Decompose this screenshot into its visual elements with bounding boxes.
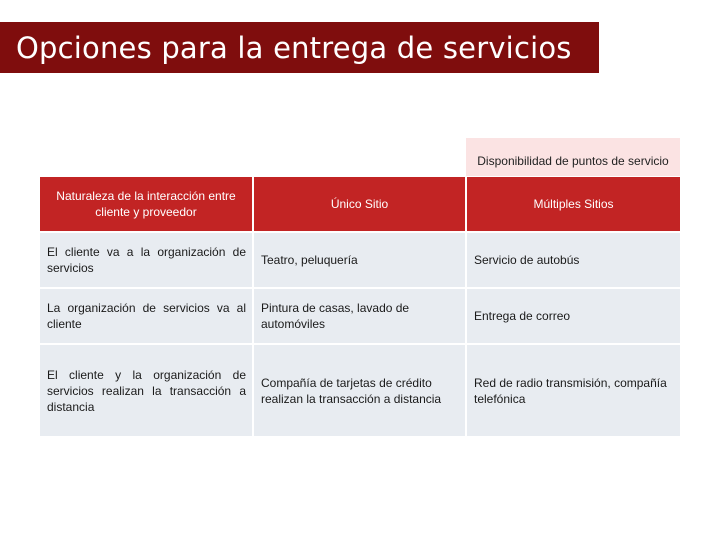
group-header-label: Disponibilidad de puntos de servicio [477,154,669,168]
column-header-label: Múltiples Sitios [533,197,614,211]
table-cell [467,233,680,287]
cell-text: Entrega de correo [474,309,571,323]
table-cell [254,233,465,287]
table-cell [40,289,252,343]
table-cell [467,289,680,343]
column-header-single-site [254,177,465,231]
table-cell [254,345,465,436]
column-header-multiple-sites [467,177,680,231]
cell-text: Pintura de casas, lavado de automóviles [261,301,410,331]
column-header-label: Naturaleza de la interacción entre cliente y proveedor [56,189,236,219]
title-bar [0,22,599,73]
table-cell [40,233,252,287]
cell-text: El cliente y la organización de servicios realizan la transacción a distancia [47,367,246,414]
cell-text: El cliente va a la organización de servicios [47,245,246,275]
table-cell [40,345,252,436]
column-header-label: Único Sitio [330,197,389,211]
page-title: Opciones para la entrega de servicios [16,30,572,65]
cell-text: Teatro, peluquería [261,253,358,267]
cell-text: Servicio de autobús [474,253,580,267]
cell-text: Compañía de tarjetas de crédito realizan la transacción a distancia [261,375,442,406]
cell-text: Red de radio transmisión, compañía telefónica [474,375,667,406]
group-header [466,138,680,176]
table-cell [254,289,465,343]
column-header-interaction [40,177,252,231]
cell-text: La organización de servicios va al cliente [47,301,246,331]
table-cell [467,345,680,436]
